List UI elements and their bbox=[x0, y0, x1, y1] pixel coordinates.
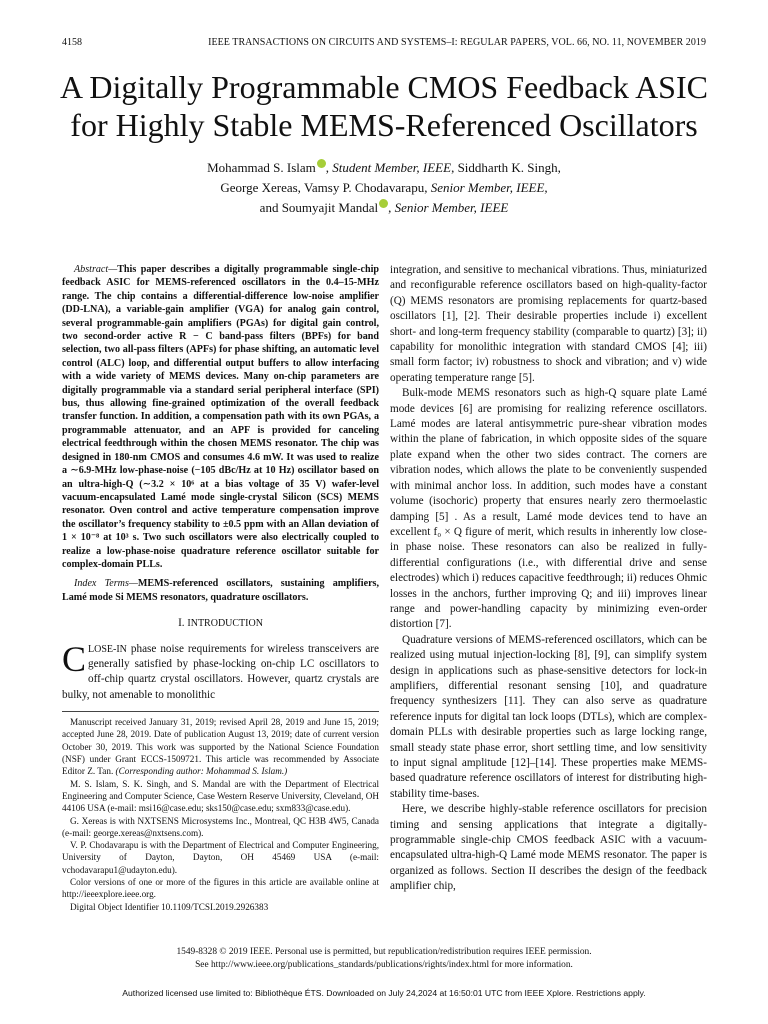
body-paragraph-3: Quadrature versions of MEMS-referenced oscillators, which can be realized using mutual injection-locking [8], [9], can simplify system design in applications such as phase-sensitive detectors for lock-in amplifiers, differential resonant sensing [10], and quadrature frequency synthesizers [11]. They can also serve as quadrature reference inputs for digital tan lock loops (DTLs), which are complex-domain PLLs with desirable properties such as large locking range, small steady state phase error, short settling time, and low sensitivity to input signal amplitude [12]–[14]. These properties make MEMS-based quadrature reference oscillators of interest for distributing high-stability time-bases. bbox=[390, 633, 707, 800]
author-islam: Mohammad S. Islam bbox=[207, 160, 316, 175]
footnotes bbox=[62, 711, 379, 913]
corresponding-author: (Corresponding author: Mohammad S. Islam.) bbox=[115, 766, 288, 777]
section-heading-introduction: I. INTRODUCTION bbox=[178, 617, 263, 630]
abstract bbox=[62, 263, 379, 571]
footnote-affiliation-3: V. P. Chodavarapu is with the Department of Electrical and Computer Engineering, University of Dayton, Dayton, OH 45469 USA (e-mail: vchodavarapu1@udayton.edu). bbox=[62, 840, 379, 875]
drop-cap: C bbox=[62, 638, 87, 679]
body-paragraph-2: Bulk-mode MEMS resonators such as high-Q square plate Lamé mode devices [6] are promising for realizing reference oscillators. Lamé modes are lateral antisymmetric pure-shear vibration modes within the plane of fabrication, in which opposite sides of the square plate expand when the other two sides contract. The corners are vibration nodes, which allows the plate to be conveniently suspended with minimal anchor loss. In addition, such modes have a constant volume (isochoric) property that ensures nearly zero thermoelastic damping [5] . As a result, Lamé mode devices tend to have an excellent f₀ × Q figure of merit, which results in inherently low close-in phase noise. These resonators can also be realized in fully-differential configurations (i.e., with differential drive and sense electrodes) which i) reduces capacitive feedthrough; ii) reduces Ohmic losses in the anchors, further improving Q; and iii) improves linear range and power-handling capacity by minimizing even-order distortion [7]. bbox=[390, 387, 707, 631]
body-paragraph-1: integration, and sensitive to mechanical vibrations. Thus, miniaturized and reconfigurable reference oscillators based on high-quality-factor (Q) MEMS resonators are promising replacements for quartz-based oscillators [1], [2]. Their desirable properties include i) excellent short- and long-term frequency stability (comparable to quartz) [3]; ii) capability for monolithic integration with standard CMOS [4]; iii) small form factor; iv) robustness to shock and vibration; and v) wide operating temperature range [5]. bbox=[390, 264, 707, 384]
author-mandal: and Soumyajit Mandal bbox=[259, 200, 379, 215]
abstract-text: This paper describes a digitally programmable single-chip feedback ASIC for MEMS-referenced oscillators in the 0.4–15-MHz range. The chip contains a differential-difference low-noise amplifier (DD-LNA), a variable-gain amplifier (VGA) for analog gain control, several programmable-gain amplifiers (PGAs) for digital gain control, two second-order active R − C band-pass filters (BPFs) for band selection, two all-pass filters (APFs) for phase shifting, an automatic level control (ALC) loop, and differential output buffers to allow interfacing with a wide variety of MEMS devices. Many on-chip parameters are digitally programmable via a standard serial peripheral interface (SPI) bus, thus allowing fine-grained optimization of the overall feedback transfer function. In addition, a compensation path with its own PGAs, a programmable attenuator, and an APF is provided for canceling electrical feedthrough within the chosen MEMS resonator. The chip was designed in 180-nm CMOS and consumes 4.6 mW. It was used to realize a ∼6.9-MHz low-phase-noise (−105 dBc/Hz at 10 Hz) oscillator based on an ultra-high-Q (∼3.2 × 10⁶ at a bias voltage of 35 V) wafer-level vacuum-encapsulated Lamé mode single-crystal Silicon (SCS) MEMS resonator. Oven control and active temperature compensation improve the oscillator’s frequency stability to ±0.5 ppm with an Allan deviation of 1 × 10⁻⁸ at 10³ s. Two such oscillators were also electrically coupled to realize a low-phase-noise quadrature reference oscillator suitable for complex-domain PLLs. bbox=[62, 264, 379, 570]
section-title: INTRODUCTION bbox=[187, 618, 263, 630]
author-line-2 bbox=[60, 178, 708, 198]
footnote-color: Color versions of one or more of the figures in this article are available online at http://ieeexplore.ieee.org. bbox=[62, 877, 379, 900]
orcid-icon[interactable] bbox=[317, 159, 326, 168]
author-xereas-chodavarapu: George Xereas, Vamsy P. Chodavarapu, bbox=[220, 180, 428, 195]
license-notice: Authorized licensed use limited to: Bibliothèque ÉTS. Downloaded on July 24,2024 at 16:50:01 UTC from IEEE Xplore. Restrictions apply. bbox=[122, 988, 646, 998]
footnote-affiliation-1: M. S. Islam, S. K. Singh, and S. Mandal are with the Department of Electrical Engineering and Computer Science, Case Western Reserve University, Cleveland, OH 44106 USA (e-mail: msi16@case.edu; sks150@case.edu; sxm833@case.edu). bbox=[62, 778, 379, 814]
paper-title bbox=[40, 68, 728, 144]
footnote-rule bbox=[62, 711, 379, 712]
footnote-received: Manuscript received January 31, 2019; revised April 28, 2019 and June 15, 2019; accepted June 28, 2019. Date of publication August 13, 2019; date of current version October 30, 2019. This work was supported by the National Science Foundation (NSF) under Grant ECCS-1509721. This article was recommended by Associate Editor Z. Tan. (Corresponding author: Mohammad S. Islam.) bbox=[62, 717, 379, 777]
author-mandal-role: Senior Member, IEEE bbox=[394, 200, 509, 215]
index-terms-label: Index Terms— bbox=[74, 578, 138, 590]
author-list bbox=[60, 158, 708, 218]
journal-running-header: IEEE TRANSACTIONS ON CIRCUITS AND SYSTEMS–I: REGULAR PAPERS, VOL. 66, NO. 11, NOVEMBER 2019 bbox=[208, 37, 706, 48]
intro-text: phase noise requirements for wireless transceivers are generally satisfied by phase-locking on-chip LC oscillators to off-chip quartz crystal oscillators. However, quartz crystals are bulky, not amenable to monolithic bbox=[62, 642, 379, 701]
author-islam-role: Student Member, IEEE bbox=[332, 160, 452, 175]
index-terms-text: MEMS-referenced oscillators, sustaining amplifiers, Lamé mode Si MEMS resonators, quadrature oscillators. bbox=[62, 578, 379, 603]
title-line-2: for Highly Stable MEMS-Referenced Oscillators bbox=[70, 107, 698, 143]
first-word: LOSE-IN bbox=[88, 643, 127, 655]
author-line-1: Mohammad S. Islam , Student Member, IEEE, Siddharth K. Singh, bbox=[207, 160, 561, 175]
author-line-3: and Soumyajit Mandal , Senior Member, IEEE bbox=[259, 200, 509, 215]
copyright-line: 1549-8328 © 2019 IEEE. Personal use is permitted, but republication/redistribution requires IEEE permission. bbox=[176, 947, 592, 957]
left-column bbox=[62, 263, 379, 913]
rights-link-line[interactable]: See http://www.ieee.org/publications_standards/publications/rights/index.html for more information. bbox=[195, 959, 573, 970]
author-singh: Siddharth K. Singh, bbox=[457, 160, 561, 175]
body-paragraph-4: Here, we describe highly-stable reference oscillators for precision timing and sensing applications that integrate a digitally-programmable single-chip CMOS feedback ASIC with a vacuum-encapsulated ultra-high-Q Lamé mode MEMS resonator. The paper is organized as follows. Section II describes the design of the feedback amplifier chip, bbox=[390, 803, 707, 893]
index-terms bbox=[62, 577, 379, 604]
author-chodavarapu-role: Senior Member, IEEE, bbox=[430, 180, 548, 195]
title-line-1: A Digitally Programmable CMOS Feedback ASIC bbox=[60, 69, 708, 105]
abstract-label: Abstract— bbox=[74, 264, 118, 275]
orcid-icon[interactable] bbox=[379, 199, 388, 208]
footnote-affiliation-2: G. Xereas is with NXTSENS Microsystems Inc., Montreal, QC H3B 4W5, Canada (e-mail: george.xereas@nxtsens.com). bbox=[62, 815, 379, 838]
page-number: 4158 bbox=[62, 37, 82, 48]
right-column bbox=[390, 263, 707, 895]
intro-paragraph bbox=[62, 638, 379, 704]
copyright-notice bbox=[60, 946, 708, 971]
footnote-doi: Digital Object Identifier 10.1109/TCSI.2019.2926383 bbox=[70, 901, 269, 912]
